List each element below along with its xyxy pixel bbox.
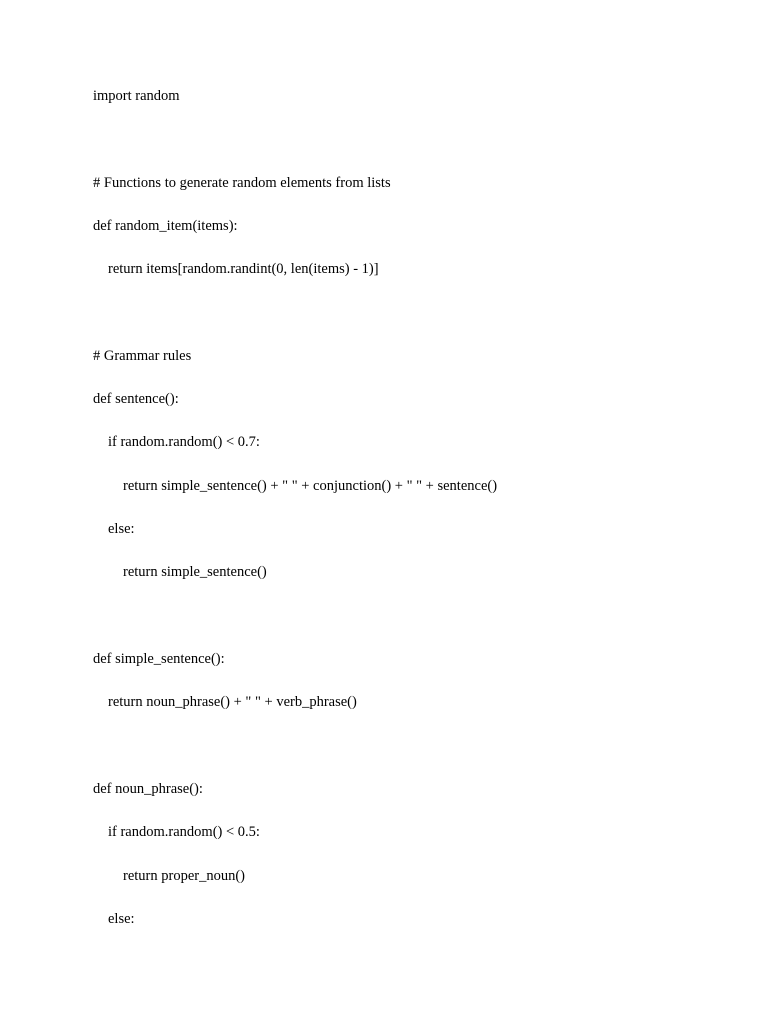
code-line-if-random-07: if random.random() < 0.7: xyxy=(108,434,260,450)
code-line-def-simple-sentence: def simple_sentence(): xyxy=(93,651,225,667)
code-line-return-compound: return simple_sentence() + " " + conjunction() + " " + sentence() xyxy=(123,478,498,494)
code-line-import: import random xyxy=(93,88,180,104)
code-line-def-random-item: def random_item(items): xyxy=(93,218,238,234)
code-line-else-1: else: xyxy=(108,521,135,537)
code-line-return-simple: return simple_sentence() xyxy=(123,564,267,580)
code-line-return-items: return items[random.randint(0, len(items) - 1)] xyxy=(108,261,379,277)
code-line-def-noun-phrase: def noun_phrase(): xyxy=(93,781,203,797)
code-line-return-np-vp: return noun_phrase() + " " + verb_phrase() xyxy=(108,694,357,710)
code-line-def-sentence: def sentence(): xyxy=(93,391,179,407)
code-comment-grammar: # Grammar rules xyxy=(93,348,192,364)
code-comment-functions: # Functions to generate random elements from lists xyxy=(93,175,391,191)
code-line-return-proper-noun: return proper_noun() xyxy=(123,868,245,884)
code-line-if-random-05: if random.random() < 0.5: xyxy=(108,824,260,840)
code-line-else-2: else: xyxy=(108,911,135,927)
